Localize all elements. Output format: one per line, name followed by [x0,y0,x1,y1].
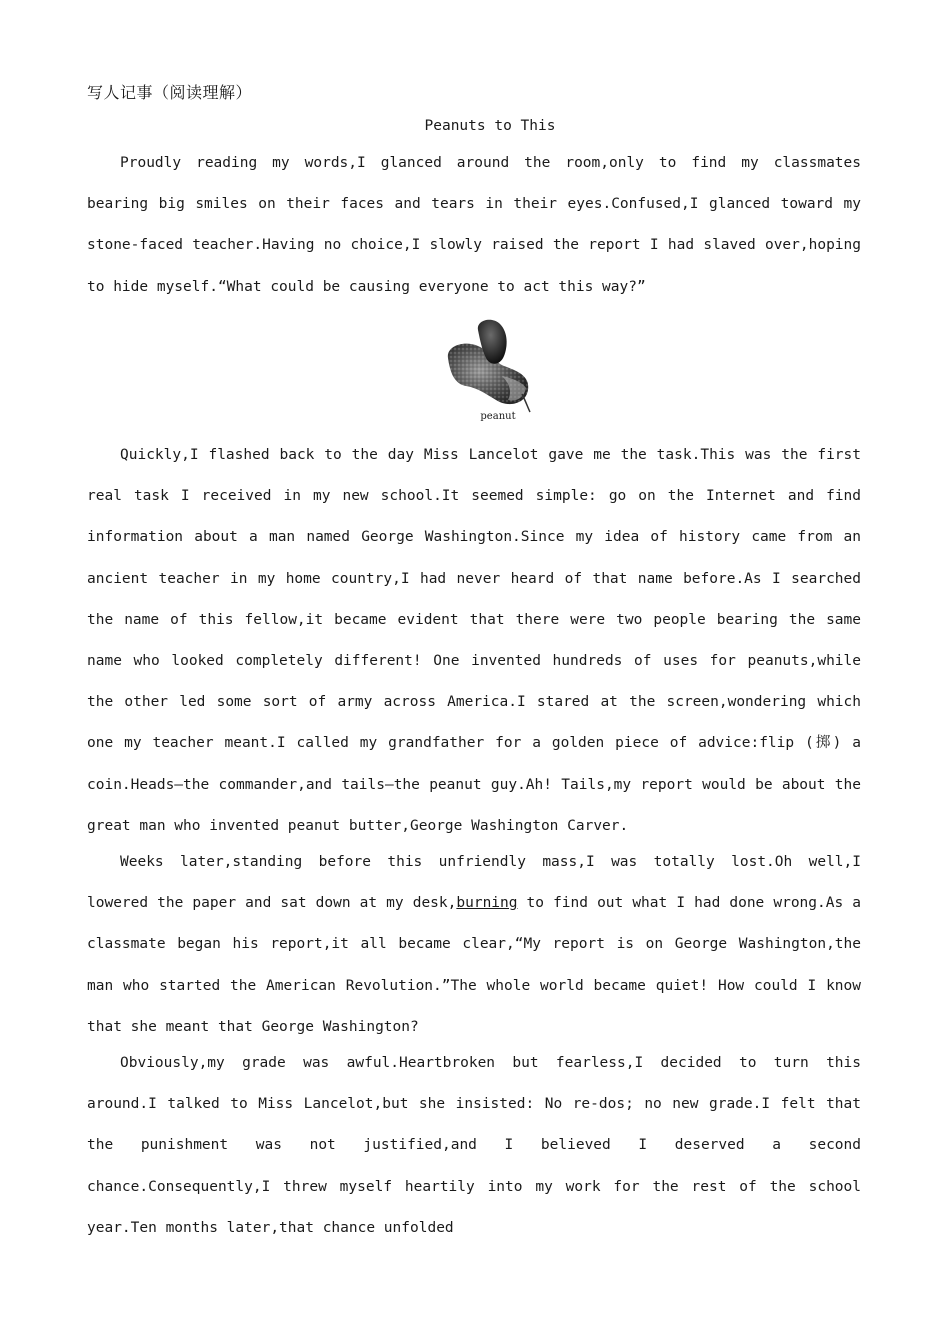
story-title: Peanuts to This [424,118,556,134]
paragraph-3-text-a: Weeks later,standing before this unfriendly mass,I was totally lost.Oh well,I lowered the paper and sat down at my desk, [87,854,861,912]
peanut-figure [442,316,538,428]
paragraph-2: Quickly,I flashed back to the day Miss Lancelot gave me the task.This was the first real task I received in my new school.It seemed simple: go on the Internet and find information about a man named George Washington.Since my idea of history came from an ancient teacher in my home country,I had never heard of that name before.As I searched the name of this fellow,it became evident that there were two people bearing the same name who looked completely different! One invented hundreds of uses for peanuts,while the other led some sort of army across America.I stared at the screen,wondering which one my teacher meant.I called my grandfather for a golden piece of advice:flip (掷) a coin.Heads—the commander,and tails—the peanut guy.Ah! Tails,my report would be about the great man who invented peanut butter,George Washington Carver. [87,447,861,834]
paragraph-4: Obviously,my grade was awful.Heartbroken but fearless,I decided to turn this around.I talked to Miss Lancelot,but she insisted: No re-dos; no new grade.I felt that the punishment was not justified,and I believed I deserved a second chance.Consequently,I threw myself heartily into my work for the rest of the school year.Ten months later,that chance unfolded [87,1055,861,1236]
paragraph-1: Proudly reading my words,I glanced around the room,only to find my classmates bearing big smiles on their faces and tears in their eyes.Confused,I glanced toward my stone-faced teacher.Having no choice,I slowly raised the report I had slaved over,hoping to hide myself.“What could be causing everyone to act this way?” [87,155,861,295]
figure-caption: peanut [480,411,516,422]
paragraph-3-text-b: to find out what I had done wrong.As a classmate began his report,it all became clear,“My report is on George Washington,the man who started the American Revolution.”The whole world became quiet! How could I know that she meant that George Washington? [87,895,861,1035]
section-title: 写人记事（阅读理解） [87,83,253,102]
peanut-image [442,316,538,414]
paragraph-3 [87,842,861,1048]
underlined-word: burning [456,895,518,912]
